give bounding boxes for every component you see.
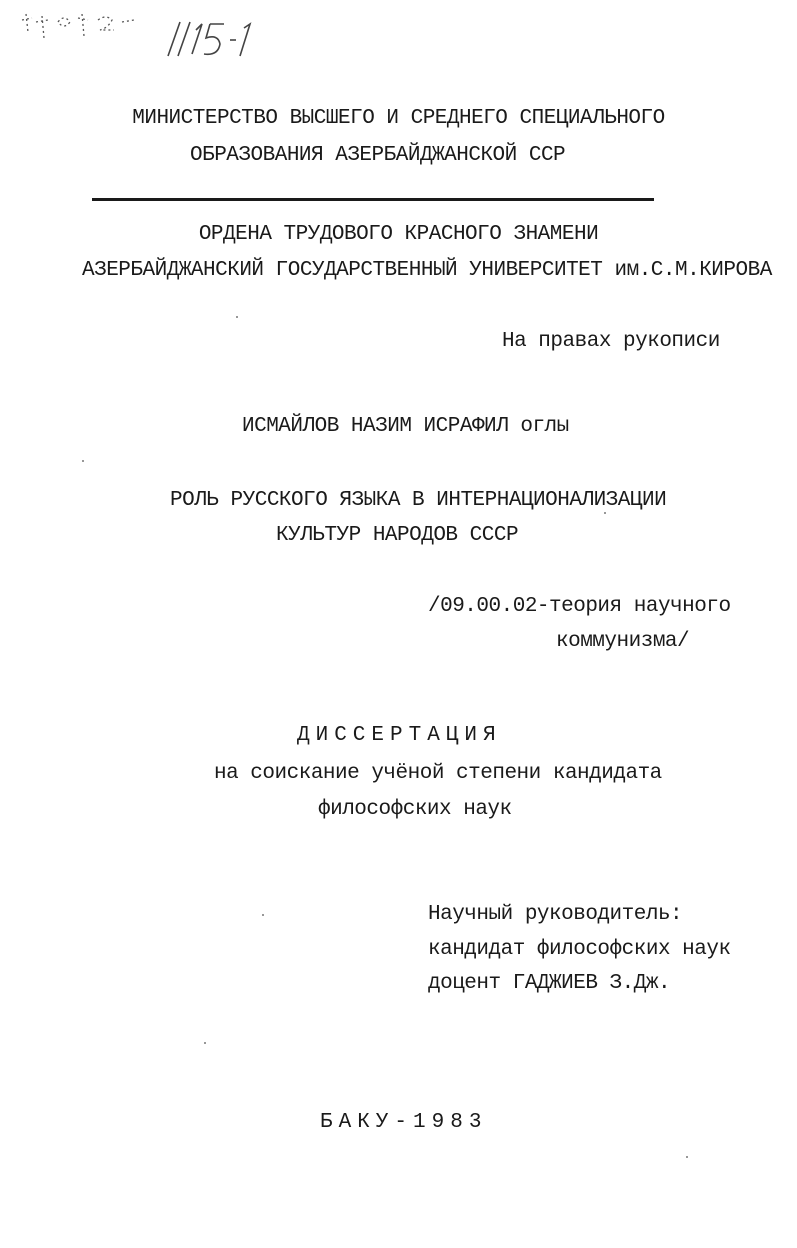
dissertation-purpose-line-2: философских наук (318, 798, 512, 821)
thesis-title-line-2: КУЛЬТУР НАРОДОВ СССР (276, 524, 519, 547)
author-name: ИСМАЙЛОВ НАЗИМ ИСРАФИЛ оглы (242, 415, 569, 438)
order-line: ОРДЕНА ТРУДОВОГО КРАСНОГО ЗНАМЕНИ (198, 223, 599, 246)
supervisor-line-3: доцент ГАДЖИЕВ З.Дж. (428, 972, 671, 995)
ministry-line-1: МИНИСТЕРСТВО ВЫСШЕГО И СРЕДНЕГО СПЕЦИАЛЬНОГО (132, 107, 665, 130)
scan-speck (604, 512, 606, 514)
supervisor-line-1: Научный руководитель: (428, 903, 683, 926)
ministry-line-2: ОБРАЗОВАНИЯ АЗЕРБАЙДЖАНСКОЙ ССР (190, 144, 566, 167)
header-divider (92, 198, 654, 201)
supervisor-line-2: кандидат философских наук (428, 938, 731, 961)
thesis-title-line-1: РОЛЬ РУССКОГО ЯЗЫКА В ИНТЕРНАЦИОНАЛИЗАЦИИ (170, 489, 667, 512)
university-line: АЗЕРБАЙДЖАНСКИЙ ГОСУДАРСТВЕННЫЙ УНИВЕРСИТЕТ им.С.М.КИРОВА (82, 259, 772, 282)
scan-speck (82, 460, 84, 462)
scan-speck (204, 1042, 206, 1044)
manuscript-note: На правах рукописи (502, 330, 720, 353)
archive-stamp (18, 8, 258, 68)
specialty-line-2: коммунизма/ (556, 630, 690, 653)
dissertation-purpose-line-1: на соискание учёной степени кандидата (214, 762, 662, 785)
scan-speck (236, 316, 238, 318)
scan-speck (262, 914, 264, 916)
scan-speck (686, 1156, 688, 1158)
specialty-line-1: /09.00.02-теория научного (428, 595, 731, 618)
city-year: БАКУ-1983 (320, 1111, 488, 1134)
dissertation-heading: ДИССЕРТАЦИЯ (297, 724, 502, 747)
